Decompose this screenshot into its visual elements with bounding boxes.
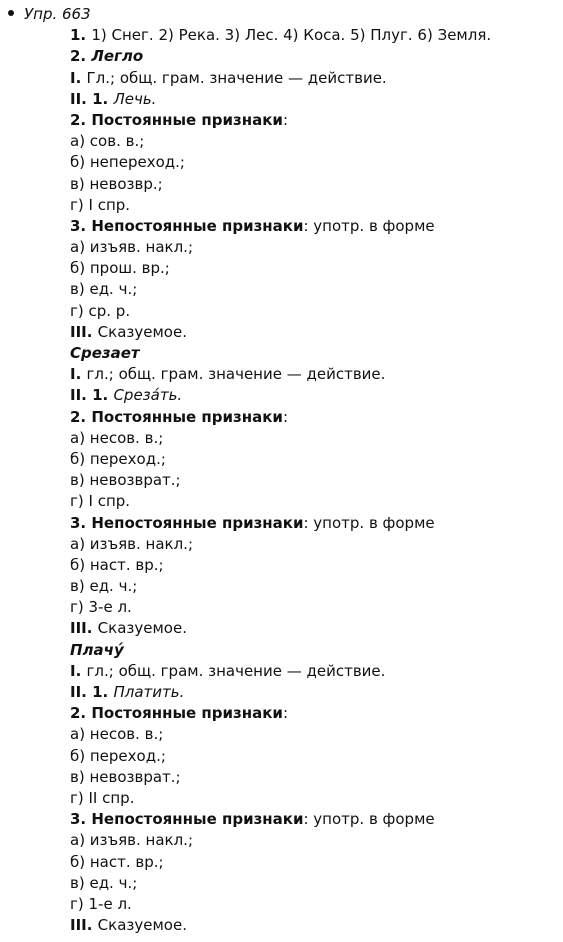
- text-line: [0, 195, 563, 216]
- text-line: [0, 873, 563, 894]
- bold-text: I.: [70, 661, 87, 680]
- line-text: :: [282, 110, 288, 129]
- line-text: б) непереход.;: [70, 153, 185, 172]
- bold-text: 1.: [70, 26, 92, 45]
- line-text: : употр. в форме: [303, 216, 435, 235]
- line-text: а) несов. в.;: [70, 725, 164, 744]
- line-text: в) ед. ч.;: [70, 280, 138, 299]
- text-line: [0, 767, 563, 788]
- text-line: [0, 131, 563, 152]
- bold-text: I.: [70, 68, 87, 87]
- text-line: [0, 407, 563, 428]
- line-text: б) наст. вр.;: [70, 555, 164, 574]
- line-text: г) ср. р.: [70, 301, 131, 320]
- text-line: [0, 46, 563, 67]
- line-text: г) I спр.: [70, 195, 131, 214]
- text-line: [0, 597, 563, 618]
- line-text: а) изъяв. накл.;: [70, 534, 194, 553]
- exercise-page: [0, 4, 563, 936]
- line-text: в) невозврат.;: [70, 471, 181, 490]
- heading-word: Плачý: [70, 640, 124, 659]
- line-text: в) ед. ч.;: [70, 577, 138, 596]
- text-line: [0, 279, 563, 300]
- text-line: [0, 385, 563, 406]
- bold-text: 2. Постоянные признаки: [70, 110, 283, 129]
- text-line: [0, 25, 563, 46]
- bold-text: III.: [70, 916, 98, 935]
- text-line: [0, 110, 563, 131]
- bold-text: II. 1.: [70, 89, 114, 108]
- text-line: [0, 661, 563, 682]
- line-text: б) переход.;: [70, 746, 166, 765]
- exercise-header: [0, 4, 563, 25]
- text-line: [0, 703, 563, 724]
- line-text: в) ед. ч.;: [70, 873, 138, 892]
- line-text: : употр. в форме: [303, 513, 435, 532]
- text-line: [0, 640, 563, 661]
- italic-text: Лечь.: [113, 89, 157, 108]
- exercise-title: Упр. 663: [24, 5, 91, 23]
- line-text: г) II спр.: [70, 788, 135, 807]
- text-line: [0, 809, 563, 830]
- bold-text: 3. Непостоянные признаки: [70, 810, 304, 829]
- line-text: г) 3-е л.: [70, 598, 132, 617]
- text-line: [0, 852, 563, 873]
- text-line: [0, 364, 563, 385]
- bold-text: III.: [70, 322, 98, 341]
- line-text: в) невозвр.;: [70, 174, 163, 193]
- line-text: б) прош. вр.;: [70, 259, 170, 278]
- text-line: [0, 428, 563, 449]
- line-text: г) I спр.: [70, 492, 131, 511]
- text-line: [0, 174, 563, 195]
- text-line: [0, 724, 563, 745]
- text-line: [0, 322, 563, 343]
- text-line: [0, 258, 563, 279]
- text-line: [0, 237, 563, 258]
- bold-text: II. 1.: [70, 386, 114, 405]
- bold-text: 2. Постоянные признаки: [70, 407, 283, 426]
- text-line: [0, 89, 563, 110]
- line-text: Гл.; общ. грам. значение — действие.: [86, 68, 387, 87]
- line-text: а) изъяв. накл.;: [70, 831, 194, 850]
- heading-word: Легло: [91, 47, 144, 66]
- italic-text: Платить.: [113, 683, 185, 701]
- text-line: [0, 788, 563, 809]
- answer-lines: [0, 25, 563, 936]
- line-text: в) невозврат.;: [70, 767, 181, 786]
- bold-text: 3. Непостоянные признаки: [70, 216, 304, 235]
- text-line: [0, 152, 563, 173]
- text-line: [0, 513, 563, 534]
- bullet-icon: [8, 10, 14, 16]
- text-line: [0, 449, 563, 470]
- line-text: а) сов. в.;: [70, 132, 145, 151]
- bold-text: II. 1.: [70, 683, 114, 701]
- line-text: гл.; общ. грам. значение — действие.: [86, 365, 386, 384]
- text-line: [0, 618, 563, 639]
- bold-text: III.: [70, 619, 98, 638]
- line-text: Сказуемое.: [97, 619, 187, 638]
- line-text: б) наст. вр.;: [70, 852, 164, 871]
- line-text: г) 1-е л.: [70, 894, 132, 913]
- text-line: [0, 682, 563, 703]
- heading-word: Срезает: [70, 344, 140, 362]
- text-line: [0, 216, 563, 237]
- text-line: [0, 534, 563, 555]
- bold-text: 2. Постоянные признаки: [70, 704, 283, 723]
- italic-text: Срезáть.: [113, 386, 183, 405]
- text-line: [0, 343, 563, 364]
- text-line: [0, 830, 563, 851]
- text-line: [0, 746, 563, 767]
- line-text: гл.; общ. грам. значение — действие.: [86, 661, 386, 680]
- text-line: [0, 301, 563, 322]
- text-line: [0, 68, 563, 89]
- text-line: [0, 915, 563, 936]
- line-text: :: [282, 704, 288, 723]
- text-line: [0, 576, 563, 597]
- line-text: Сказуемое.: [97, 322, 187, 341]
- line-text: а) несов. в.;: [70, 428, 164, 447]
- line-text: Сказуемое.: [97, 916, 187, 935]
- text-line: [0, 491, 563, 512]
- bold-text: 3. Непостоянные признаки: [70, 513, 304, 532]
- line-text: а) изъяв. накл.;: [70, 238, 194, 257]
- line-text: б) переход.;: [70, 449, 166, 468]
- bold-text: 2.: [70, 47, 92, 66]
- text-line: [0, 470, 563, 491]
- line-text: : употр. в форме: [303, 810, 435, 829]
- bold-text: I.: [70, 365, 87, 384]
- text-line: [0, 894, 563, 915]
- line-text: 1) Снег. 2) Река. 3) Лес. 4) Коса. 5) Плуг. 6) Земля.: [91, 26, 492, 45]
- text-line: [0, 555, 563, 576]
- line-text: :: [282, 407, 288, 426]
